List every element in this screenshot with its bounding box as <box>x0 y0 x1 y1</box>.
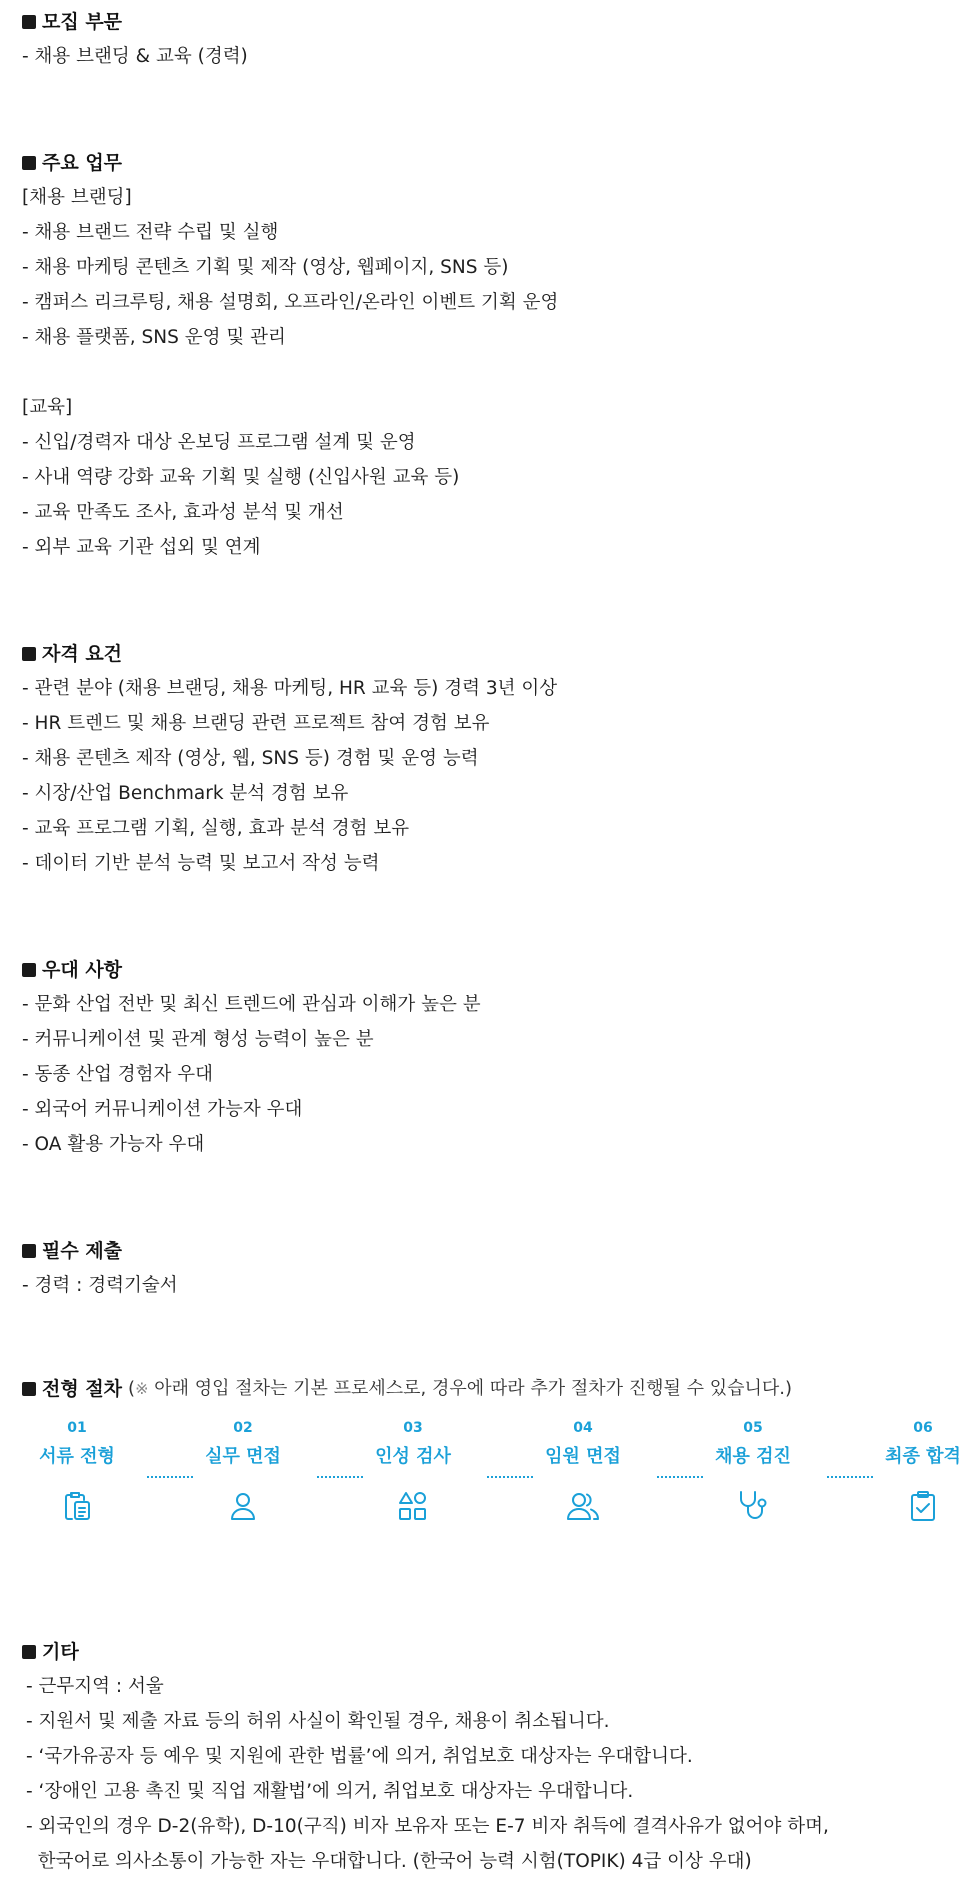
step-label: 임원 면접 <box>545 1446 621 1467</box>
list-item: 한국어로 의사소통이 가능한 자는 우대합니다. (한국어 능력 시험(TOPIK) 4급 이상 우대) <box>26 1851 752 1872</box>
step-number: 02 <box>233 1420 253 1436</box>
clipboard-check-icon <box>905 1488 941 1524</box>
etc-heading <box>22 1639 962 1665</box>
list-item: - 외부 교육 기관 섭외 및 연계 <box>22 537 261 558</box>
list-item: - 채용 콘텐츠 제작 (영상, 웹, SNS 등) 경험 및 운영 능력 <box>22 748 479 769</box>
square-bullet-icon <box>22 1244 36 1258</box>
required-docs-heading <box>22 1238 962 1264</box>
list-item: - OA 활용 가능자 우대 <box>22 1134 205 1155</box>
list-item: - 경력 : 경력기술서 <box>22 1275 178 1296</box>
qualifications-title: 자격 요건 <box>42 643 123 665</box>
list-item: - 채용 플랫폼, SNS 운영 및 관리 <box>22 327 286 348</box>
list-item: - 채용 마케팅 콘텐츠 기획 및 제작 (영상, 웹페이지, SNS 등) <box>22 257 509 278</box>
step-label: 서류 전형 <box>39 1446 115 1467</box>
duties-title: 주요 업무 <box>42 152 123 174</box>
duties-list <box>22 180 962 565</box>
recruit-heading <box>22 9 962 35</box>
process-note-text: 아래 영입 절차는 기본 프로세스로, 경우에 따라 추가 절차가 진행될 수 있습니다.) <box>148 1378 793 1399</box>
square-bullet-icon <box>22 15 36 29</box>
process-step <box>528 1418 638 1524</box>
step-number: 01 <box>67 1420 87 1436</box>
qualifications-list <box>22 671 962 881</box>
etc-section <box>22 1639 962 1879</box>
list-item: - 캠퍼스 리크루팅, 채용 설명회, 오프라인/온라인 이벤트 기획 운영 <box>22 292 559 313</box>
preferred-title: 우대 사항 <box>42 959 123 981</box>
person-icon <box>225 1488 261 1524</box>
shapes-icon <box>395 1488 431 1524</box>
list-item: - ‘장애인 고용 촉진 및 직업 재활법’에 의거, 취업보호 대상자는 우대합니다. <box>26 1781 634 1802</box>
process-title: 전형 절차 <box>42 1378 123 1400</box>
list-item: - 교육 프로그램 기획, 실행, 효과 분석 경험 보유 <box>22 818 410 839</box>
list-item: - ‘국가유공자 등 예우 및 지원에 관한 법률’에 의거, 취업보호 대상자는 우대합니다. <box>26 1746 693 1767</box>
list-item: - 지원서 및 제출 자료 등의 허위 사실이 확인될 경우, 채용이 취소됩니다. <box>26 1711 610 1732</box>
list-item: - 사내 역량 강화 교육 기획 및 실행 (신입사원 교육 등) <box>22 467 460 488</box>
step-number: 03 <box>403 1420 423 1436</box>
preferred-section <box>22 957 962 1162</box>
square-bullet-icon <box>22 963 36 977</box>
list-item: - 외국어 커뮤니케이션 가능자 우대 <box>22 1099 303 1120</box>
reference-mark-icon: ※ <box>135 1379 149 1398</box>
recruit-section <box>22 9 962 74</box>
process-step <box>188 1418 298 1524</box>
recruit-list <box>22 39 962 74</box>
list-item: - 동종 산업 경험자 우대 <box>22 1064 214 1085</box>
preferred-heading <box>22 957 962 983</box>
process-section <box>22 1376 962 1402</box>
list-item: - 채용 브랜딩 & 교육 (경력) <box>22 46 248 67</box>
step-label: 채용 검진 <box>715 1446 791 1467</box>
duties-section <box>22 150 962 565</box>
process-heading <box>22 1376 962 1402</box>
list-item: - 문화 산업 전반 및 최신 트렌드에 관심과 이해가 높은 분 <box>22 994 481 1015</box>
process-step <box>22 1418 132 1524</box>
process-step <box>358 1418 468 1524</box>
step-connector <box>657 1476 703 1478</box>
process-step <box>698 1418 808 1524</box>
list-item: [교육] <box>22 397 73 418</box>
step-connector <box>827 1476 873 1478</box>
process-note-open: ( <box>128 1378 136 1399</box>
square-bullet-icon <box>22 647 36 661</box>
people-icon <box>565 1488 601 1524</box>
list-item: - 커뮤니케이션 및 관계 형성 능력이 높은 분 <box>22 1029 374 1050</box>
step-connector <box>487 1476 533 1478</box>
list-item: - 시장/산업 Benchmark 분석 경험 보유 <box>22 783 349 804</box>
list-item: [채용 브랜딩] <box>22 187 132 208</box>
recruit-title: 모집 부문 <box>42 11 123 33</box>
etc-list <box>22 1669 962 1879</box>
qualifications-section <box>22 641 962 881</box>
etc-title: 기타 <box>42 1641 79 1663</box>
duties-heading <box>22 150 962 176</box>
list-item: - 교육 만족도 조사, 효과성 분석 및 개선 <box>22 502 344 523</box>
document-clipboard-icon <box>59 1488 95 1524</box>
list-item: - 채용 브랜드 전략 수립 및 실행 <box>22 222 279 243</box>
list-item: - 근무지역 : 서울 <box>26 1676 164 1697</box>
process-step <box>868 1418 973 1524</box>
square-bullet-icon <box>22 1382 36 1396</box>
required-docs-list <box>22 1268 962 1303</box>
stethoscope-icon <box>735 1488 771 1524</box>
list-item: - 신입/경력자 대상 온보딩 프로그램 설계 및 운영 <box>22 432 416 453</box>
step-number: 04 <box>573 1420 593 1436</box>
step-number: 05 <box>743 1420 763 1436</box>
square-bullet-icon <box>22 1645 36 1659</box>
process-steps <box>22 1418 962 1538</box>
required-docs-section <box>22 1238 962 1303</box>
step-number: 06 <box>913 1420 933 1436</box>
step-label: 실무 면접 <box>205 1446 281 1467</box>
list-item: - 외국인의 경우 D-2(유학), D-10(구직) 비자 보유자 또는 E-7 비자 취득에 결격사유가 없어야 하며, <box>26 1816 829 1837</box>
square-bullet-icon <box>22 156 36 170</box>
list-item: - HR 트렌드 및 채용 브랜딩 관련 프로젝트 참여 경험 보유 <box>22 713 490 734</box>
step-connector <box>147 1476 193 1478</box>
blank-line <box>22 355 962 390</box>
required-docs-title: 필수 제출 <box>42 1240 123 1262</box>
list-item: - 데이터 기반 분석 능력 및 보고서 작성 능력 <box>22 853 380 874</box>
step-label: 최종 합격 <box>885 1446 961 1467</box>
step-connector <box>317 1476 363 1478</box>
list-item: - 관련 분야 (채용 브랜딩, 채용 마케팅, HR 교육 등) 경력 3년 이상 <box>22 678 558 699</box>
step-label: 인성 검사 <box>375 1446 451 1467</box>
preferred-list <box>22 987 962 1162</box>
qualifications-heading <box>22 641 962 667</box>
process-note <box>128 1376 792 1402</box>
